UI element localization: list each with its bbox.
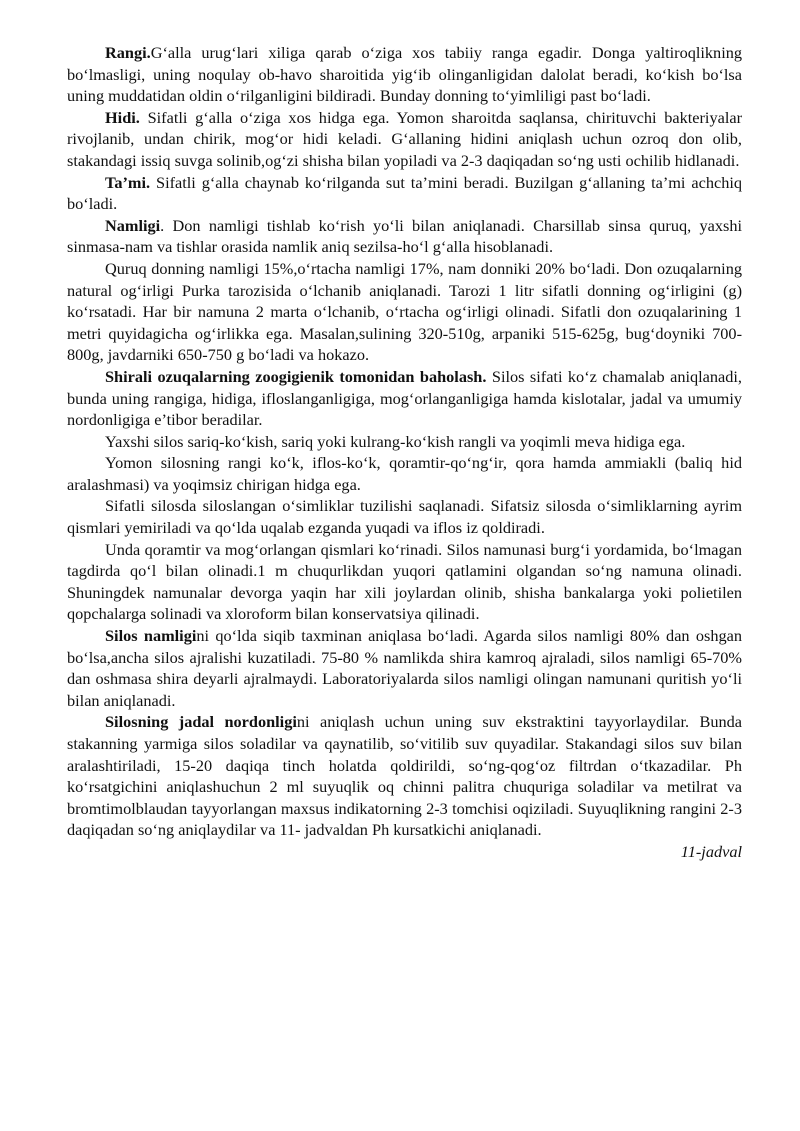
term-hidi: Hidi. [105, 107, 140, 127]
paragraph-quruq [67, 258, 742, 366]
paragraph-text: Yomon silosning rangi ko‘k, iflos-ko‘k, qoramtir-qo‘ng‘ir, qora hamda ammiakli (baliq hid aralashmasi) va yoqimsiz chirigan hidga ega. [67, 453, 742, 494]
table-reference: 11-jadval [680, 841, 742, 861]
paragraph-sifatli-silos [67, 495, 742, 538]
term-namligi: Namligi [105, 215, 161, 235]
paragraph-text: Silos sifati ko‘z chamalab aniqlanadi, bunda uning rangiga, hidiga, ifloslanganligiga, mog‘orlanganligiga hamda kislotalar, jadal va umumiy nordonligiga e’tibor beradilar. [67, 366, 743, 430]
paragraph-yomon-silos [67, 452, 742, 495]
paragraph-tami [67, 172, 742, 215]
paragraph-text: . Don namligi tishlab ko‘rish yo‘li bilan aniqlanadi. Charsillab sinsa quruq, yaxshi sinmasa-nam va tishlar orasida namlik aniq sezilsa-ho‘l g‘alla hisoblanadi. [67, 215, 742, 257]
paragraph-text: ni qo‘lda siqib taxminan aniqlasa bo‘ladi. Agarda silos namligi 80% dan oshgan bo‘lsa,ancha silos ajralishi kuzatiladi. 75-80 % namlikda shira kamroq ajraladi, silos namligi 65-70% dan oshmasa shira deyarli ajralmaydi. Laboratoriyalarda silos namligi olingan namunani quritish yo‘li bilan aniqlanadi. [67, 626, 743, 710]
paragraph-text: Sifatli silosda siloslangan o‘simliklar tuzilishi saqlanadi. Sifatsiz silosda o‘simliklarning ayrim qismlari yemiriladi va qo‘lda uqalab ezganda yuqadi va iflos iz qoldiradi. [67, 496, 742, 538]
term-shirali: Shirali ozuqalarning zoogigienik tomonidan baholash. [105, 366, 487, 386]
paragraph-silos-namligi [67, 625, 742, 711]
paragraph-jadal-nordonligi [67, 711, 742, 841]
paragraph-text: ni aniqlash uchun uning suv ekstraktini tayyorlaydilar. Bunda stakanning yarmiga silos soladilar va qaynatilib, so‘vitilib suv quyadilar. Stakandagi silos suv bilan aralashtiriladi, 15-20 daqiqa tinch holatda qoldirildi, so‘ng-qog‘oz filtrdan o‘tkazadilar. Ph ko‘rsatgichini aniqlashuchun 2 ml suyuqlik oq chinni palitra chuquriga soladilar va metilrat va bromtimolblaudan tayyorlangan maxsus indikatorning 2-3 tomchisi oqiziladi. Suyuqlikning rangini 2-3 daqiqadan so‘ng aniqlaydilar va 11- jadvaldan Ph kursatkichi aniqlanadi. [67, 712, 742, 840]
term-tami: Ta’mi. [105, 172, 151, 192]
term-silos-namligi: Silos namligi [105, 626, 197, 646]
paragraph-rangi [67, 42, 742, 107]
paragraph-shirali [67, 366, 742, 431]
paragraph-text: G‘alla urug‘lari xiliga qarab o‘ziga xos tabiiy ranga egadir. Donga yaltiroqlikning bo‘lmasligi, uning noqulay ob-havo sharoitida yig‘ib olinganligidan dalolat beradi, ko‘kish bo‘lsa uning muddatidan oldin o‘rilganligini bildiradi. Bunday donning to‘yimliligi past bo‘ladi. [67, 43, 742, 106]
paragraph-namligi [67, 215, 742, 258]
paragraph-unda [67, 539, 742, 625]
paragraph-hidi [67, 107, 742, 172]
paragraph-text: Quruq donning namligi 15%,o‘rtacha namligi 17%, nam donniki 20% bo‘ladi. Don ozuqalarning natural og‘irligi Purka tarozisida o‘lchanib aniqlanadi. Tarozi 1 litr sifatli donning og‘irligini (g) ko‘rsatadi. Har bir namuna 2 marta o‘lchanib, o‘rtacha og‘irligi olinadi. Sifatli don ozuqalarining 1 metri quyidagicha og‘irlikka ega. Masalan,sulining 320-510g, arpaniki 515-625g, bug‘doyniki 700-800g, javdarniki 650-750 g bo‘ladi va hokazo. [67, 258, 742, 365]
paragraph-text: Yaxshi silos sariq-ko‘kish, sariq yoki kulrang-ko‘kish rangli va yoqimli meva hidiga ega. [105, 431, 686, 451]
paragraph-yaxshi-silos [67, 431, 742, 453]
paragraph-text: Unda qoramtir va mog‘orlangan qismlari ko‘rinadi. Silos namunasi burg‘i yordamida, bo‘lmagan tagdirda qo‘l bilan olinadi.1 m chuqurlikdan yuqori qatlamini olgandan so‘ng namuna olinadi. Shuningdek namunalar devorga yaqin har xili joylardan olinib, shisha bankalarga yoki polietilen qopchalarga solinadi va xloroform bilan konservatsiya qilinadi. [67, 539, 742, 624]
paragraph-text: Sifatli g‘alla chaynab ko‘rilganda sut ta’mini beradi. Buzilgan g‘allaning ta’mi achchiq bo‘ladi. [67, 172, 742, 214]
term-jadal-nordonligi: Silosning jadal nordonligi [105, 712, 297, 732]
term-rangi: Rangi. [105, 43, 151, 62]
paragraph-text: Sifatli g‘alla o‘ziga xos hidga ega. Yomon sharoitda saqlansa, chirituvchi bakteriyalar rivojlanib, undan chirik, mog‘or hidi keladi. G‘allaning hidini aniqlash uchun ozroq don olib, stakandagi issiq suvga solinib,og‘zi shisha bilan yopiladi va 2-3 daqiqadan so‘ng usti ochilib hidlanadi. [67, 107, 742, 170]
